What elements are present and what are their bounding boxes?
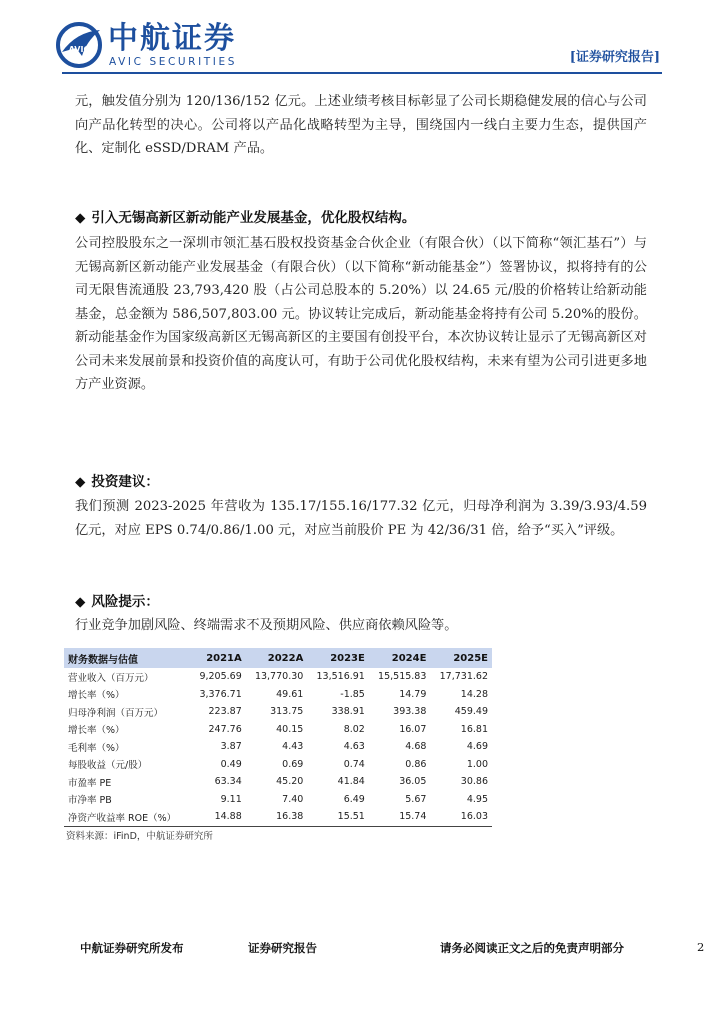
table-cell: 393.38: [393, 706, 427, 718]
table-cell: 3.87: [220, 741, 242, 753]
table-cell: 15,515.83: [378, 671, 427, 683]
table-row: [64, 686, 492, 704]
table-header-cell: 2024E: [369, 648, 431, 668]
table-cell: 338.91: [331, 706, 365, 718]
section-title-risk: ◆ 风险提示：: [75, 594, 159, 610]
table-cell: 0.74: [343, 758, 365, 770]
footer-publisher: 中航证券研究所发布: [80, 941, 184, 955]
intro-paragraph: 元，触发值分别为 120/136/152 亿元。上述业绩考核目标彰显了公司长期稳健发展的信心与公司向产品化转型的决心。公司将以产品化战略转型为主导，围绕国内一线白主要力生态，提供国产化、定制化 eSSD/DRAM 产品。: [75, 94, 647, 156]
table-cell: 8.02: [343, 723, 365, 735]
section-body-fund: 公司控股股东之一深圳市领汇基石股权投资基金合伙企业（有限合伙）（以下简称“领汇基石”）与无锡高新区新动能产业发展基金（有限合伙）（以下简称“新动能基金”）签署协议，拟将持有的公司无限售流通股 23,793,420 股（占公司总股本的 5.20%）以 24.65 元/股的价格转让给新动能基金，总金额为 586,507,803.00 元。协议转让完成后，新动能基金将持有公司 5.20%的股份。新动能基金作为国家级高新区无锡高新区的主要国有创投平台，本次协议转让显示了无锡高新区对公司未来发展前景和投资价值的高度认可，有助于公司优化股权结构，未来有望为公司引进更多地方产业资源。: [75, 236, 647, 392]
table-cell: 6.49: [343, 793, 365, 805]
table-row-label: 每股收益（元/股）: [68, 760, 148, 772]
diamond-bullet-icon: ◆: [75, 210, 86, 226]
table-row: [64, 668, 492, 686]
table-cell: 0.49: [220, 758, 242, 770]
table-cell: 313.75: [270, 706, 304, 718]
table-cell: 63.34: [214, 776, 242, 788]
table-cell: 17,731.62: [439, 671, 488, 683]
table-cell: 3,376.71: [199, 688, 242, 700]
table-cell: 1.00: [466, 758, 488, 770]
diamond-bullet-icon: ◆: [75, 474, 86, 490]
section-body-risk: 行业竞争加剧风险、终端需求不及预期风险、供应商依赖风险等。: [75, 618, 458, 633]
table-cell: 14.88: [191, 808, 246, 826]
avic-logo-icon: [56, 22, 102, 68]
table-cell: 16.81: [460, 723, 488, 735]
table-header-cell: 财务数据与估值: [64, 648, 191, 668]
table-cell: 15.74: [369, 808, 431, 826]
table-cell: 45.20: [276, 776, 304, 788]
table-cell: 7.40: [282, 793, 304, 805]
table-header-cell: 2022A: [246, 648, 308, 668]
table-row: [64, 791, 492, 809]
footer-disclaimer: 请务必阅读正文之后的免责声明部分: [440, 941, 624, 955]
table-row-label: 市净率 PB: [68, 795, 112, 807]
table-source-note: 资料来源：iFinD，中航证券研究所: [66, 831, 213, 842]
table-cell: 459.49: [454, 706, 488, 718]
header-divider: [62, 72, 662, 74]
table-cell: 223.87: [208, 706, 242, 718]
table-header-cell: 2021A: [191, 648, 246, 668]
table-row-label: 市盈率 PE: [68, 777, 112, 789]
page-header: [0, 0, 724, 80]
table-cell: 16.07: [399, 723, 427, 735]
page-number: 2: [697, 940, 705, 954]
table-cell: 15.51: [307, 808, 369, 826]
table-row: [64, 738, 492, 756]
table-row: [64, 703, 492, 721]
section-body-investment: 我们预测 2023-2025 年营收为 135.17/155.16/177.32 亿元，归母净利润为 3.39/3.93/4.59 亿元，对应 EPS 0.74/0.86/1.00 元，对应当前股价 PE 为 42/36/31 倍，给予“买入”评级。: [75, 499, 647, 538]
table-cell: 5.67: [405, 793, 427, 805]
table-cell: 9.11: [220, 793, 242, 805]
svg-text:AVIC: AVIC: [68, 45, 90, 54]
table-cell: 4.69: [466, 741, 488, 753]
report-type-tag: [证券研究报告]: [569, 50, 660, 65]
table-row: [64, 756, 492, 774]
logo-english-name: AVIC SECURITIES: [109, 56, 237, 68]
table-cell: 13,770.30: [254, 671, 304, 683]
table-row-label: 毛利率（%）: [68, 742, 125, 754]
table-cell: 9,205.69: [199, 671, 242, 683]
table-row: [64, 808, 492, 826]
table-cell: 247.76: [208, 723, 242, 735]
table-header-cell: 2023E: [307, 648, 369, 668]
diamond-bullet-icon: ◆: [75, 594, 86, 610]
footer-report-type: 证券研究报告: [248, 941, 317, 955]
table-row-label: 净资产收益率 ROE（%）: [64, 808, 191, 826]
table-cell: 14.79: [399, 688, 427, 700]
table-cell: 30.86: [460, 776, 488, 788]
table-cell: 4.43: [282, 741, 304, 753]
table-row: [64, 721, 492, 739]
table-row-label: 营业收入（百万元）: [68, 672, 154, 684]
table-cell: 40.15: [276, 723, 304, 735]
logo-chinese-name: 中航证券: [108, 21, 236, 56]
table-cell: 4.68: [405, 741, 427, 753]
section-title-investment: ◆ 投资建议：: [75, 474, 159, 490]
table-cell: 4.95: [466, 793, 488, 805]
table-cell: 4.63: [343, 741, 365, 753]
table-row: [64, 773, 492, 791]
table-row-label: 增长率（%）: [68, 725, 125, 737]
table-cell: 0.86: [405, 758, 427, 770]
table-header-cell: 2025E: [430, 648, 492, 668]
table-row-label: 增长率（%）: [68, 690, 125, 702]
table-header-row: [64, 648, 492, 668]
table-cell: 13,516.91: [316, 671, 365, 683]
table-cell: 14.28: [460, 688, 488, 700]
financial-forecast-table: [64, 648, 492, 827]
table-cell: 0.69: [282, 758, 304, 770]
table-cell: 36.05: [399, 776, 427, 788]
table-cell: 49.61: [276, 688, 304, 700]
table-cell: 16.03: [430, 808, 492, 826]
table-cell: 16.38: [246, 808, 308, 826]
table-row-label: 归母净利润（百万元）: [68, 707, 164, 719]
section-title-fund: ◆ 引入无锡高新区新动能产业发展基金，优化股权结构。: [75, 210, 416, 226]
table-cell: 41.84: [337, 776, 365, 788]
table-body: [64, 668, 492, 826]
table-cell: -1.85: [340, 688, 365, 700]
